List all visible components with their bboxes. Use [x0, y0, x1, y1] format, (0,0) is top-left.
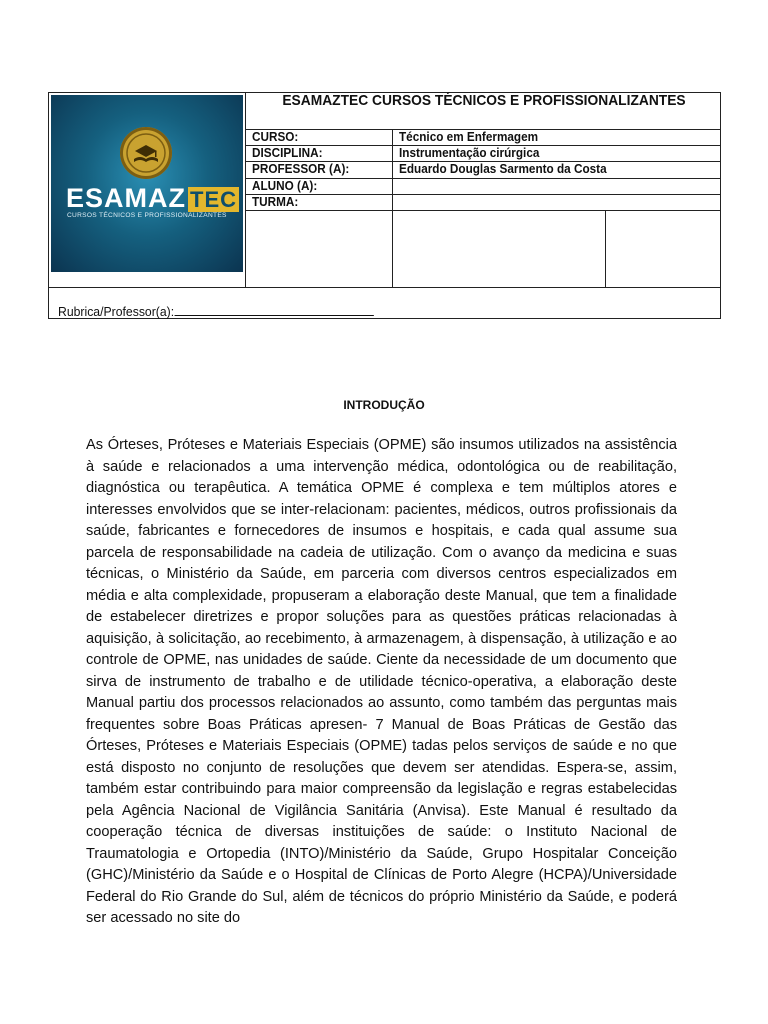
intro-paragraph: As Órteses, Próteses e Materiais Especiais (OPME) são insumos utilizados na assistência à saúde e relacionados a uma intervenção médica, odontológica ou de reabilitação, diagnóstica ou terapêutica. A temática OPME é complexa e tem múltiplos atores e interesses envolvidos que se inter-relacionam: pacientes, médicos, outros profissionais da saúde, fabricantes e fornecedores de insumos e hospitais, e cada qual assume sua parcela de responsabilidade na cadeia de utilização. Com o avanço da medicina e suas técnicas, o Ministério da Saúde, em parceria com diversos centros especializados em média e alta complexidade, propuseram a elaboração deste Manual, que tem a finalidade de estabelecer diretrizes e propor soluções para as questões práticas relacionadas à aquisição, à solicitação, ao recebimento, à armazenagem, à dispensação, à utilização e ao controle de OPME, nas unidades de saúde. Ciente da necessidade de um documento que sirva de instrumento de trabalho e de utilidade técnico-operativa, a elaboração deste Manual partiu dos processos relacionados ao assunto, como também das perguntas mais frequentes sobre Boas Práticas apresen- 7 Manual de Boas Práticas de Gestão das Órteses, Próteses e Materiais Especiais (OPME) tadas pelos serviços de saúde e no que está disposto no conjunto de resoluções que devem ser atendidas. Espera-se, assim, também estar contribuindo para maior compreensão da legislação e regras estabelecidas pela Agência Nacional de Vigilância Sanitária (Anvisa). Este Manual é resultado da cooperação técnica de diversas instituições de saúde: o Instituto Nacional de Traumatologia e Ortopedia (INTO)/Ministério da Saúde, Grupo Hospitalar Conceição (GHC)/Ministério da Saúde e o Hospital de Clínicas de Porto Alegre (HCPA)/Universidade Federal do Rio Grande do Sul, além de técnicos do próprio Ministério da Saúde, e poderá ser acessado no site do	[86, 437, 677, 926]
field-label-disciplina: DISCIPLINA:	[252, 146, 323, 160]
field-value-disciplina: Instrumentação cirúrgica	[399, 146, 540, 160]
divider	[246, 210, 720, 211]
divider	[245, 93, 246, 287]
divider	[49, 287, 720, 288]
rubrica-label: Rubrica/Professor(a):	[58, 304, 175, 319]
field-label-aluno: ALUNO (A):	[252, 179, 318, 193]
school-name: ESAMAZTEC CURSOS TÉCNICOS E PROFISSIONALIZANTES	[282, 92, 686, 109]
field-label-curso: CURSO:	[252, 130, 299, 144]
school-logo	[51, 95, 243, 272]
divider	[246, 194, 720, 195]
field-label-professor: PROFESSOR (A):	[252, 162, 350, 176]
field-label-turma: TURMA:	[252, 195, 299, 209]
divider	[392, 129, 393, 287]
field-value-professor: Eduardo Douglas Sarmento da Costa	[399, 162, 607, 176]
logo-tagline: CURSOS TÉCNICOS E PROFISSIONALIZANTES	[67, 212, 227, 219]
signature-line[interactable]	[174, 303, 373, 316]
logo-brand: ESAMAZ TEC	[66, 183, 237, 213]
rubrica-field	[58, 303, 373, 319]
section-title: INTRODUÇÃO	[343, 398, 425, 412]
divider	[605, 210, 606, 287]
header-table	[48, 92, 721, 319]
field-value-curso: Técnico em Enfermagem	[399, 130, 539, 144]
book-emblem-icon	[120, 127, 172, 179]
